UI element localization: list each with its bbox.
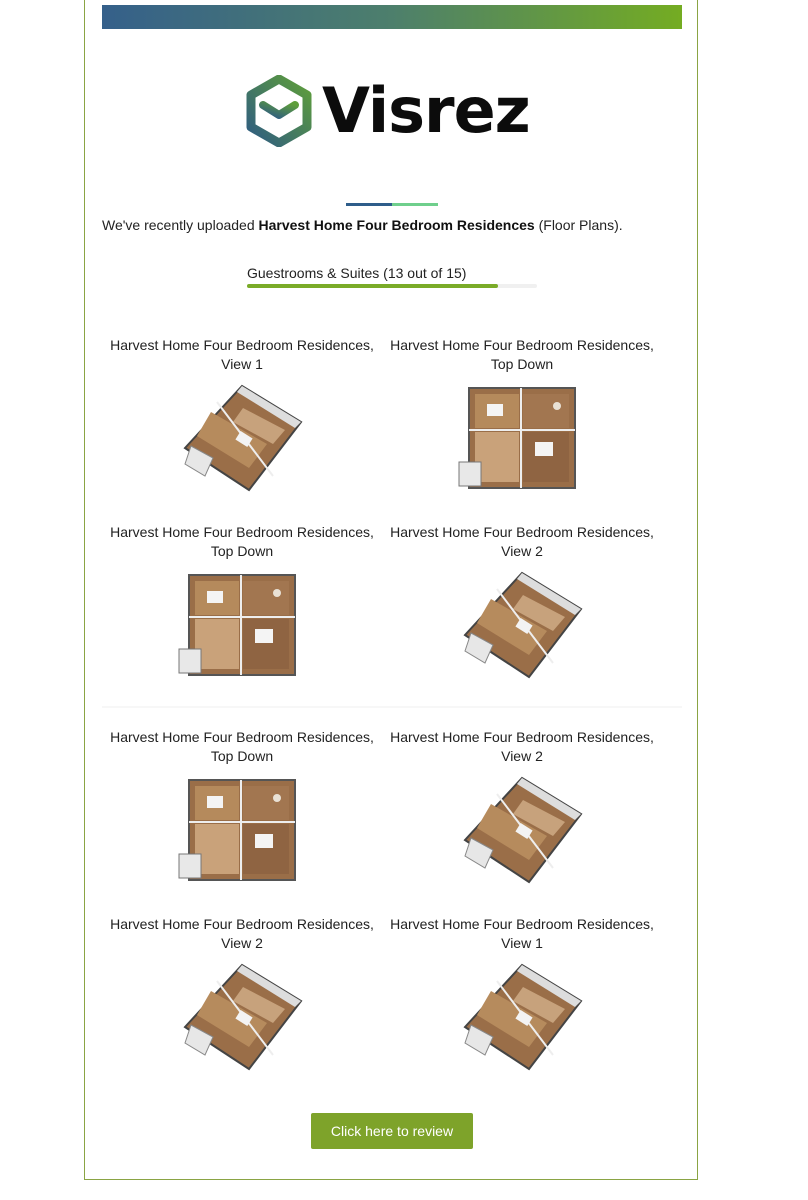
gallery-card[interactable] xyxy=(382,915,662,1076)
floor-plan-3d-view-image[interactable] xyxy=(457,961,587,1076)
progress-bar xyxy=(247,284,537,288)
gallery-card[interactable] xyxy=(382,728,662,889)
progress-bar-fill xyxy=(247,284,498,288)
floor-plan-3d-view-image[interactable] xyxy=(177,382,307,497)
faint-separator xyxy=(102,706,682,708)
section-divider xyxy=(346,203,438,206)
gallery-card[interactable] xyxy=(102,336,382,497)
progress-label: Guestrooms & Suites (13 out of 15) xyxy=(247,265,467,281)
hexagon-logo-icon xyxy=(246,75,312,147)
gallery-card[interactable] xyxy=(382,523,662,684)
gallery-card-title: Harvest Home Four Bedroom Residences, View 2 xyxy=(110,916,374,951)
gallery-card[interactable] xyxy=(102,523,382,684)
header-gradient-bar xyxy=(102,5,682,29)
gallery-card-title: Harvest Home Four Bedroom Residences, View 1 xyxy=(110,337,374,372)
intro-text: We've recently uploaded Harvest Home Four Bedroom Residences (Floor Plans). xyxy=(102,217,623,233)
gallery-card[interactable] xyxy=(102,915,382,1076)
gallery-card-title: Harvest Home Four Bedroom Residences, Top Down xyxy=(110,524,374,559)
floor-plan-3d-view-image[interactable] xyxy=(457,569,587,684)
gallery-card-title: Harvest Home Four Bedroom Residences, Top Down xyxy=(110,729,374,764)
gallery-card-title: Harvest Home Four Bedroom Residences, View 1 xyxy=(390,916,654,951)
brand-logo[interactable] xyxy=(246,72,530,150)
brand-name: Visrez xyxy=(322,74,530,147)
floor-plan-top-down-image[interactable] xyxy=(177,774,307,889)
floor-plan-top-down-image[interactable] xyxy=(177,569,307,684)
gallery-card[interactable] xyxy=(102,728,382,889)
gallery-card-title: Harvest Home Four Bedroom Residences, Top Down xyxy=(390,337,654,372)
property-name: Harvest Home Four Bedroom Residences xyxy=(258,217,535,233)
gallery-card-title: Harvest Home Four Bedroom Residences, View 2 xyxy=(390,729,654,764)
floor-plan-top-down-image[interactable] xyxy=(457,382,587,497)
gallery-card-title: Harvest Home Four Bedroom Residences, View 2 xyxy=(390,524,654,559)
gallery-card[interactable] xyxy=(382,336,662,497)
floor-plan-3d-view-image[interactable] xyxy=(457,774,587,889)
floor-plan-3d-view-image[interactable] xyxy=(177,961,307,1076)
review-button[interactable]: Click here to review xyxy=(311,1113,473,1149)
